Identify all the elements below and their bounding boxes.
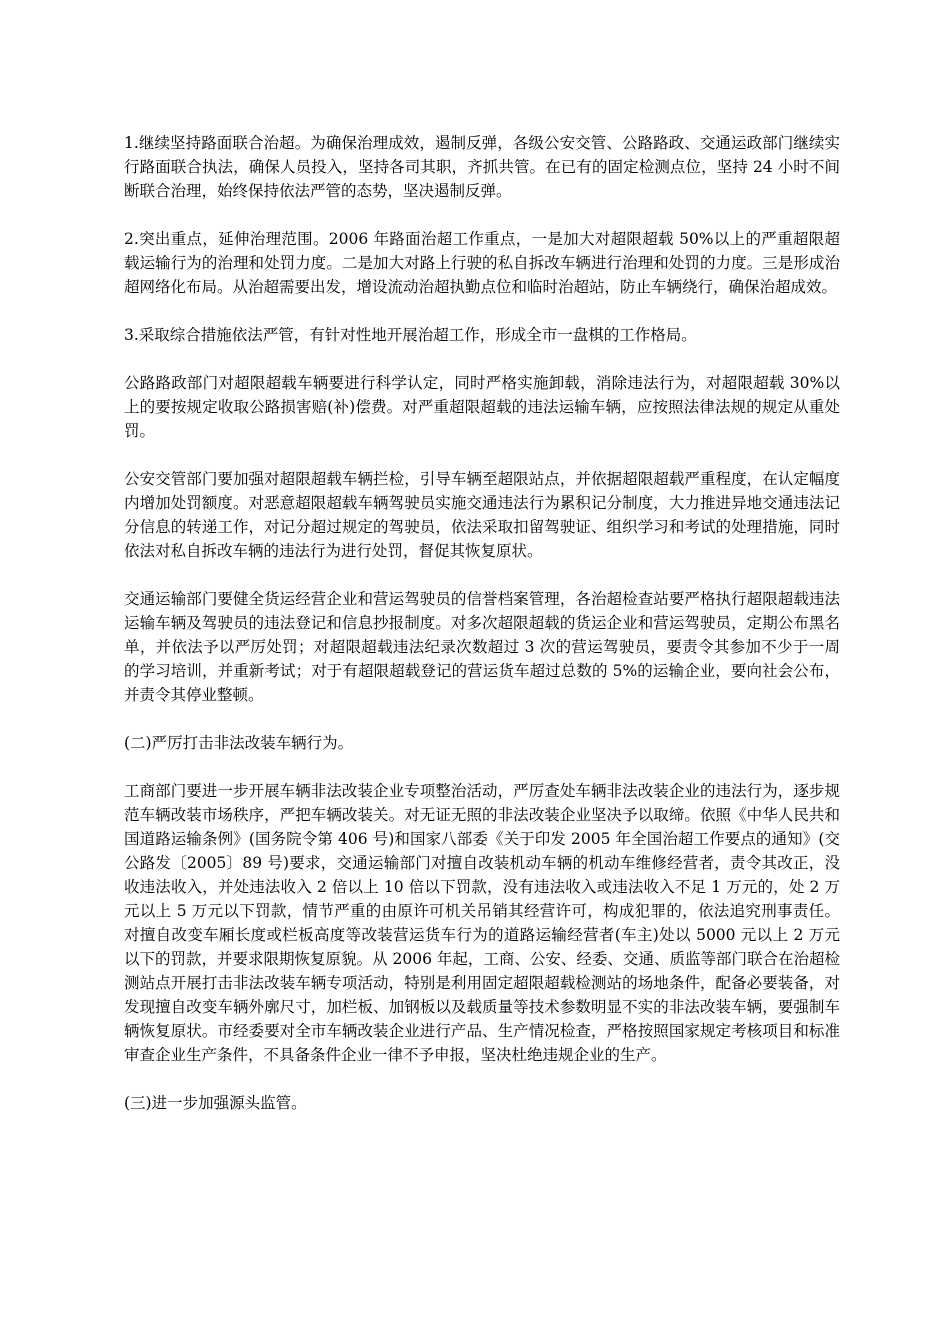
document-body [124,131,840,1139]
section-heading-2: (二)严厉打击非法改装车辆行为。 [124,734,354,752]
paragraph-2: 2.突出重点，延伸治理范围。2006 年路面治超工作重点，一是加大对超限超载 50%以上的严重超限超载运输行为的治理和处罚力度。二是加大对路上行驶的私自拆改车辆进行治理和处罚的力度。三是形成治超网络化布局。从治超需要出发，增设流动治超执勤点位和临时治超站，防止车辆绕行，确保治超成效。 [124,230,840,296]
paragraph-6: 交通运输部门要健全货运经营企业和营运驾驶员的信誉档案管理，各治超检查站要严格执行超限超载违法运输车辆及驾驶员的违法登记和信息抄报制度。对多次超限超载的货运企业和营运驾驶员，定期公布黑名单，并依法予以严厉处罚；对超限超载违法纪录次数超过 3 次的营运驾驶员，要责令其参加不少于一周的学习培训，并重新考试；对于有超限超载登记的营运货车超过总数的 5%的运输企业，要向社会公布，并责令其停业整顿。 [124,590,840,704]
paragraph-4: 公路路政部门对超限超载车辆要进行科学认定，同时严格实施卸载，消除违法行为，对超限超载 30%以上的要按规定收取公路损害赔(补)偿费。对严重超限超载的违法运输车辆，应按照法律法规的规定从重处罚。 [124,374,840,440]
section-heading-3: (三)进一步加强源头监管。 [124,1094,307,1112]
paragraph-5: 公安交管部门要加强对超限超载车辆拦检，引导车辆至超限站点，并依据超限超载严重程度，在认定幅度内增加处罚额度。对恶意超限超载车辆驾驶员实施交通违法行为累积记分制度，大力推进异地交通违法记分信息的转递工作，对记分超过规定的驾驶员，依法采取扣留驾驶证、组织学习和考试的处理措施，同时依法对私自拆改车辆的违法行为进行处罚，督促其恢复原状。 [124,470,840,560]
paragraph-3: 3.采取综合措施依法严管，有针对性地开展治超工作，形成全市一盘棋的工作格局。 [124,326,697,344]
paragraph-1: 1.继续坚持路面联合治超。为确保治理成效，遏制反弹，各级公安交管、公路路政、交通运政部门继续实行路面联合执法，确保人员投入，坚持各司其职，齐抓共管。在已有的固定检测点位，坚持 24 小时不间断联合治理，始终保持依法严管的态势，坚决遏制反弹。 [124,134,840,200]
paragraph-7: 工商部门要进一步开展车辆非法改装企业专项整治活动，严厉查处车辆非法改装企业的违法行为，逐步规范车辆改装市场秩序，严把车辆改装关。对无证无照的非法改装企业坚决予以取缔。依照《中华人民共和国道路运输条例》(国务院令第 406 号)和国家八部委《关于印发 2005 年全国治超工作要点的通知》(交公路发〔2005〕89 号)要求，交通运输部门对擅自改装机动车辆的机动车维修经营者，责令其改正，没收违法收入，并处违法收入 2 倍以上 10 倍以下罚款，没有违法收入或违法收入不足 1 万元的，处 2 万元以上 5 万元以下罚款，情节严重的由原许可机关吊销其经营许可，构成犯罪的，依法追究刑事责任。对擅自改变车厢长度或栏板高度等改装营运货车行为的道路运输经营者(车主)处以 5000 元以上 2 万元以下的罚款，并要求限期恢复原貌。从 2006 年起，工商、公安、经委、交通、质监等部门联合在治超检测站点开展打击非法改装车辆专项活动，特别是利用固定超限超载检测站的场地条件，配备必要装备，对发现擅自改变车辆外廓尺寸，加栏板、加钢板以及载质量等技术参数明显不实的非法改装车辆，要强制车辆恢复原状。市经委要对全市车辆改装企业进行产品、生产情况检查，严格按照国家规定考核项目和标准审查企业生产条件，不具备条件企业一律不予申报，坚决杜绝违规企业的生产。 [124,782,840,1064]
